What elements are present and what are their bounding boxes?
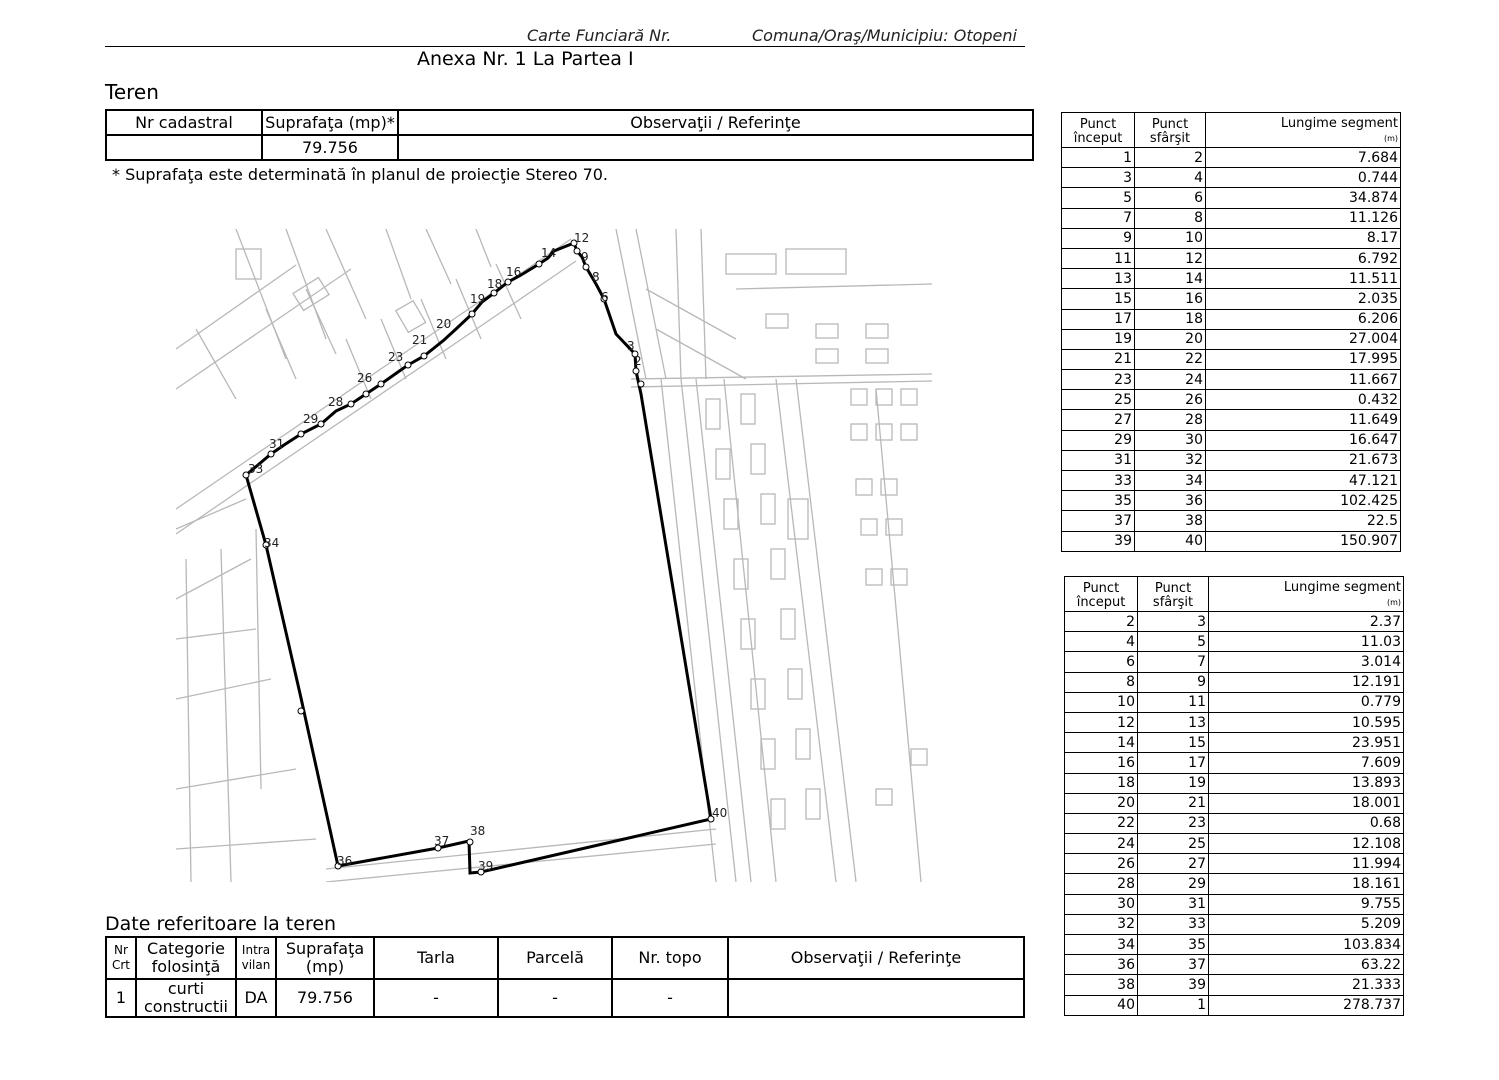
segment-row bbox=[1062, 471, 1401, 491]
cell-lungime: 22.5 bbox=[1206, 511, 1401, 531]
vertex-label: 6 bbox=[601, 290, 609, 304]
cell-punct-sfarsit: 35 bbox=[1138, 935, 1209, 955]
col-punct-sfarsit: Punct sfârşit bbox=[1135, 113, 1206, 148]
segment-row bbox=[1062, 511, 1401, 531]
segment-rows-1 bbox=[1062, 148, 1401, 552]
cell-lungime: 47.121 bbox=[1206, 471, 1401, 491]
cell-lungime: 0.68 bbox=[1209, 813, 1404, 833]
cell-lungime: 103.834 bbox=[1209, 935, 1404, 955]
cell-lungime: 11.667 bbox=[1206, 370, 1401, 390]
carte-funciara-label: Carte Funciară Nr. bbox=[527, 26, 672, 45]
cell-lungime: 3.014 bbox=[1209, 652, 1404, 672]
col-tarla: Tarla bbox=[374, 937, 498, 979]
segment-row bbox=[1065, 692, 1404, 712]
cell-lungime: 21.673 bbox=[1206, 450, 1401, 470]
cell-lungime: 63.22 bbox=[1209, 955, 1404, 975]
vertex-label: 3 bbox=[627, 339, 635, 353]
segment-row bbox=[1065, 773, 1404, 793]
cell-punct-inceput: 7 bbox=[1062, 208, 1135, 228]
segment-row bbox=[1062, 329, 1401, 349]
cell-punct-sfarsit: 20 bbox=[1135, 329, 1206, 349]
vertex-label: 38 bbox=[470, 824, 486, 838]
segment-row bbox=[1065, 632, 1404, 652]
cell-punct-sfarsit: 17 bbox=[1138, 753, 1209, 773]
segment-row bbox=[1062, 450, 1401, 470]
segment-row bbox=[1062, 148, 1401, 168]
cell-intravilan: DA bbox=[236, 979, 276, 1017]
lungime-unit: (m) bbox=[1383, 134, 1398, 143]
lungime-label: Lungime segment bbox=[1283, 580, 1401, 595]
cell-lungime: 23.951 bbox=[1209, 733, 1404, 753]
cell-punct-inceput: 37 bbox=[1062, 511, 1135, 531]
vertex-label: 8 bbox=[592, 270, 600, 284]
cell-lungime: 2.37 bbox=[1209, 612, 1404, 632]
vertex-label: 40 bbox=[712, 806, 728, 820]
segment-row bbox=[1065, 935, 1404, 955]
anexa-title: Anexa Nr. 1 La Partea I bbox=[417, 48, 634, 70]
cell-punct-sfarsit: 39 bbox=[1138, 975, 1209, 995]
cell-punct-inceput: 19 bbox=[1062, 329, 1135, 349]
cell-lungime: 21.333 bbox=[1209, 975, 1404, 995]
cell-punct-inceput: 23 bbox=[1062, 370, 1135, 390]
col-suprafata: Suprafaţa (mp) bbox=[276, 937, 374, 979]
cell-nr-cadastral bbox=[106, 135, 262, 160]
cell-obs bbox=[728, 979, 1024, 1017]
col-nr-crt: Nr Crt bbox=[106, 937, 136, 979]
date-table bbox=[105, 936, 1025, 1018]
teren-title: Teren bbox=[105, 80, 159, 104]
lungime-label: Lungime segment bbox=[1280, 116, 1398, 131]
segment-row bbox=[1062, 410, 1401, 430]
cell-lungime: 150.907 bbox=[1206, 531, 1401, 551]
segment-row bbox=[1062, 430, 1401, 450]
cell-punct-sfarsit: 11 bbox=[1138, 692, 1209, 712]
vertex-label: 29 bbox=[303, 412, 319, 426]
segment-row bbox=[1065, 955, 1404, 975]
vertex-label: 37 bbox=[434, 834, 450, 848]
segment-row bbox=[1062, 188, 1401, 208]
cell-punct-sfarsit: 33 bbox=[1138, 914, 1209, 934]
segment-row bbox=[1065, 753, 1404, 773]
vertex-label: 33 bbox=[248, 462, 264, 476]
cell-lungime: 11.511 bbox=[1206, 269, 1401, 289]
cell-lungime: 11.649 bbox=[1206, 410, 1401, 430]
cell-punct-inceput: 24 bbox=[1065, 834, 1138, 854]
cell-punct-sfarsit: 19 bbox=[1138, 773, 1209, 793]
cell-lungime: 0.432 bbox=[1206, 390, 1401, 410]
segment-row bbox=[1065, 672, 1404, 692]
cell-punct-inceput: 32 bbox=[1065, 914, 1138, 934]
segment-row bbox=[1062, 289, 1401, 309]
cell-lungime: 12.108 bbox=[1209, 834, 1404, 854]
cell-punct-inceput: 39 bbox=[1062, 531, 1135, 551]
cadastral-map bbox=[176, 229, 932, 882]
col-suprafata: Suprafaţa (mp)* bbox=[262, 110, 398, 135]
cell-punct-inceput: 3 bbox=[1062, 168, 1135, 188]
cell-punct-sfarsit: 13 bbox=[1138, 712, 1209, 732]
segment-row bbox=[1062, 390, 1401, 410]
segment-row bbox=[1062, 269, 1401, 289]
cell-punct-sfarsit: 12 bbox=[1135, 248, 1206, 268]
cell-lungime: 6.206 bbox=[1206, 309, 1401, 329]
segment-rows-2 bbox=[1065, 612, 1404, 1016]
cell-punct-inceput: 31 bbox=[1062, 450, 1135, 470]
cell-punct-inceput: 15 bbox=[1062, 289, 1135, 309]
cell-punct-sfarsit: 18 bbox=[1135, 309, 1206, 329]
col-parcela: Parcelă bbox=[498, 937, 612, 979]
cell-punct-sfarsit: 15 bbox=[1138, 733, 1209, 753]
segment-table-2 bbox=[1064, 576, 1404, 1016]
cell-lungime: 11.03 bbox=[1209, 632, 1404, 652]
segment-row bbox=[1065, 995, 1404, 1015]
cell-punct-inceput: 12 bbox=[1065, 712, 1138, 732]
cell-lungime: 9.755 bbox=[1209, 894, 1404, 914]
cell-punct-inceput: 9 bbox=[1062, 228, 1135, 248]
cell-punct-sfarsit: 3 bbox=[1138, 612, 1209, 632]
col-lungime bbox=[1206, 113, 1401, 148]
cell-punct-inceput: 6 bbox=[1065, 652, 1138, 672]
cell-observatii bbox=[398, 135, 1033, 160]
cell-punct-sfarsit: 10 bbox=[1135, 228, 1206, 248]
comuna-label: Comuna/Oraş/Municipiu: Otopeni bbox=[752, 26, 1017, 45]
segment-row bbox=[1062, 491, 1401, 511]
cell-lungime: 7.684 bbox=[1206, 148, 1401, 168]
cell-punct-inceput: 5 bbox=[1062, 188, 1135, 208]
cell-punct-inceput: 21 bbox=[1062, 349, 1135, 369]
segment-row bbox=[1065, 975, 1404, 995]
cell-lungime: 18.001 bbox=[1209, 793, 1404, 813]
cell-punct-inceput: 33 bbox=[1062, 471, 1135, 491]
segment-row bbox=[1062, 228, 1401, 248]
segment-row bbox=[1065, 874, 1404, 894]
segment-table-1 bbox=[1061, 112, 1401, 552]
cell-punct-sfarsit: 25 bbox=[1138, 834, 1209, 854]
col-punct-inceput: Punct început bbox=[1062, 113, 1135, 148]
cell-lungime: 8.17 bbox=[1206, 228, 1401, 248]
cell-punct-sfarsit: 22 bbox=[1135, 349, 1206, 369]
cell-lungime: 102.425 bbox=[1206, 491, 1401, 511]
cell-punct-inceput: 13 bbox=[1062, 269, 1135, 289]
cell-punct-sfarsit: 9 bbox=[1138, 672, 1209, 692]
vertex-label: 9 bbox=[581, 250, 589, 264]
cell-punct-sfarsit: 24 bbox=[1135, 370, 1206, 390]
segment-row bbox=[1065, 733, 1404, 753]
cell-punct-inceput: 10 bbox=[1065, 692, 1138, 712]
cell-lungime: 0.744 bbox=[1206, 168, 1401, 188]
cell-lungime: 278.737 bbox=[1209, 995, 1404, 1015]
segment-row bbox=[1062, 208, 1401, 228]
cell-punct-sfarsit: 32 bbox=[1135, 450, 1206, 470]
segment-row bbox=[1062, 349, 1401, 369]
segment-row bbox=[1065, 834, 1404, 854]
cell-nr: 1 bbox=[106, 979, 136, 1017]
cell-punct-sfarsit: 28 bbox=[1135, 410, 1206, 430]
cell-lungime: 11.126 bbox=[1206, 208, 1401, 228]
vertex-label: 19 bbox=[470, 292, 486, 306]
cell-punct-inceput: 8 bbox=[1065, 672, 1138, 692]
cell-lungime: 5.209 bbox=[1209, 914, 1404, 934]
segment-row bbox=[1062, 168, 1401, 188]
vertex-label: 16 bbox=[506, 265, 522, 279]
col-lungime bbox=[1209, 577, 1404, 612]
teren-table bbox=[105, 109, 1034, 161]
cell-punct-sfarsit: 1 bbox=[1138, 995, 1209, 1015]
cell-punct-sfarsit: 4 bbox=[1135, 168, 1206, 188]
cell-lungime: 0.779 bbox=[1209, 692, 1404, 712]
cell-punct-inceput: 28 bbox=[1065, 874, 1138, 894]
vertex-label: 39 bbox=[478, 859, 494, 873]
cell-punct-inceput: 20 bbox=[1065, 793, 1138, 813]
cell-lungime: 18.161 bbox=[1209, 874, 1404, 894]
cell-punct-inceput: 22 bbox=[1065, 813, 1138, 833]
vertex-label: 28 bbox=[328, 395, 344, 409]
vertex-label: 31 bbox=[269, 437, 285, 451]
cell-suprafata: 79.756 bbox=[262, 135, 398, 160]
vertex-label: 21 bbox=[412, 333, 428, 347]
stereo-note: * Suprafaţa este determinată în planul de proiecţie Stereo 70. bbox=[112, 165, 609, 184]
cell-punct-inceput: 17 bbox=[1062, 309, 1135, 329]
cell-punct-inceput: 26 bbox=[1065, 854, 1138, 874]
cell-punct-inceput: 29 bbox=[1062, 430, 1135, 450]
header-rule bbox=[105, 46, 1025, 47]
vertex-label: 2 bbox=[634, 354, 642, 368]
cell-punct-sfarsit: 26 bbox=[1135, 390, 1206, 410]
segment-row bbox=[1065, 914, 1404, 934]
col-nr-cadastral: Nr cadastral bbox=[106, 110, 262, 135]
segment-row bbox=[1065, 813, 1404, 833]
cell-punct-sfarsit: 7 bbox=[1138, 652, 1209, 672]
col-categorie: Categorie folosinţă bbox=[136, 937, 236, 979]
cell-punct-sfarsit: 14 bbox=[1135, 269, 1206, 289]
col-punct-sfarsit: Punct sfârşit bbox=[1138, 577, 1209, 612]
col-observatii: Observaţii / Referinţe bbox=[728, 937, 1024, 979]
cell-punct-inceput: 18 bbox=[1065, 773, 1138, 793]
cell-lungime: 7.609 bbox=[1209, 753, 1404, 773]
cell-punct-inceput: 40 bbox=[1065, 995, 1138, 1015]
segment-row bbox=[1065, 793, 1404, 813]
boundary-vertices bbox=[243, 240, 714, 875]
cell-punct-sfarsit: 38 bbox=[1135, 511, 1206, 531]
cell-punct-sfarsit: 29 bbox=[1138, 874, 1209, 894]
cell-punct-inceput: 38 bbox=[1065, 975, 1138, 995]
cell-punct-sfarsit: 40 bbox=[1135, 531, 1206, 551]
cell-punct-sfarsit: 34 bbox=[1135, 471, 1206, 491]
cell-punct-sfarsit: 2 bbox=[1135, 148, 1206, 168]
parcel-boundary bbox=[246, 243, 711, 873]
cell-punct-inceput: 1 bbox=[1062, 148, 1135, 168]
cell-punct-inceput: 35 bbox=[1062, 491, 1135, 511]
cell-lungime: 27.004 bbox=[1206, 329, 1401, 349]
cell-punct-inceput: 4 bbox=[1065, 632, 1138, 652]
cell-punct-sfarsit: 8 bbox=[1135, 208, 1206, 228]
col-intravilan: Intra vilan bbox=[236, 937, 276, 979]
cell-punct-sfarsit: 36 bbox=[1135, 491, 1206, 511]
cell-lungime: 16.647 bbox=[1206, 430, 1401, 450]
segment-row bbox=[1062, 248, 1401, 268]
cell-punct-sfarsit: 5 bbox=[1138, 632, 1209, 652]
cell-lungime: 11.994 bbox=[1209, 854, 1404, 874]
vertex-label: 12 bbox=[574, 231, 590, 245]
cell-tarla: - bbox=[374, 979, 498, 1017]
cell-suprafata: 79.756 bbox=[276, 979, 374, 1017]
cell-lungime: 17.995 bbox=[1206, 349, 1401, 369]
col-punct-inceput: Punct început bbox=[1065, 577, 1138, 612]
segment-row bbox=[1062, 309, 1401, 329]
segment-row bbox=[1065, 712, 1404, 732]
vertex-label: 36 bbox=[337, 854, 353, 868]
cell-categorie: curti constructii bbox=[136, 979, 236, 1017]
segment-row bbox=[1065, 894, 1404, 914]
segment-row bbox=[1065, 612, 1404, 632]
cell-punct-sfarsit: 23 bbox=[1138, 813, 1209, 833]
cell-punct-sfarsit: 6 bbox=[1135, 188, 1206, 208]
cell-punct-inceput: 2 bbox=[1065, 612, 1138, 632]
segment-row bbox=[1065, 854, 1404, 874]
segment-row bbox=[1065, 652, 1404, 672]
cell-punct-sfarsit: 31 bbox=[1138, 894, 1209, 914]
cell-punct-sfarsit: 30 bbox=[1135, 430, 1206, 450]
vertex-label: 20 bbox=[436, 317, 452, 331]
cell-punct-inceput: 36 bbox=[1065, 955, 1138, 975]
lungime-unit: (m) bbox=[1386, 598, 1401, 607]
cell-punct-sfarsit: 21 bbox=[1138, 793, 1209, 813]
cell-punct-inceput: 16 bbox=[1065, 753, 1138, 773]
cell-punct-inceput: 11 bbox=[1062, 248, 1135, 268]
date-title: Date referitoare la teren bbox=[105, 913, 337, 935]
cell-lungime: 2.035 bbox=[1206, 289, 1401, 309]
map-background bbox=[176, 229, 932, 882]
cell-lungime: 10.595 bbox=[1209, 712, 1404, 732]
cell-lungime: 6.792 bbox=[1206, 248, 1401, 268]
segment-row bbox=[1062, 531, 1401, 551]
vertex-label: 26 bbox=[357, 371, 373, 385]
cell-lungime: 12.191 bbox=[1209, 672, 1404, 692]
cell-lungime: 34.874 bbox=[1206, 188, 1401, 208]
segment-row bbox=[1062, 370, 1401, 390]
col-observatii: Observaţii / Referinţe bbox=[398, 110, 1033, 135]
cell-punct-sfarsit: 37 bbox=[1138, 955, 1209, 975]
vertex-label: 23 bbox=[388, 350, 404, 364]
col-nr-topo: Nr. topo bbox=[612, 937, 728, 979]
cell-punct-sfarsit: 16 bbox=[1135, 289, 1206, 309]
cell-lungime: 13.893 bbox=[1209, 773, 1404, 793]
cell-punct-inceput: 25 bbox=[1062, 390, 1135, 410]
vertex-label: 14 bbox=[541, 246, 557, 260]
cell-punct-inceput: 27 bbox=[1062, 410, 1135, 430]
vertex-label: 34 bbox=[264, 536, 280, 550]
cell-punct-sfarsit: 27 bbox=[1138, 854, 1209, 874]
cell-topo: - bbox=[612, 979, 728, 1017]
cell-punct-inceput: 30 bbox=[1065, 894, 1138, 914]
cell-punct-inceput: 34 bbox=[1065, 935, 1138, 955]
vertex-label: 18 bbox=[487, 277, 503, 291]
cell-punct-inceput: 14 bbox=[1065, 733, 1138, 753]
cell-parcela: - bbox=[498, 979, 612, 1017]
